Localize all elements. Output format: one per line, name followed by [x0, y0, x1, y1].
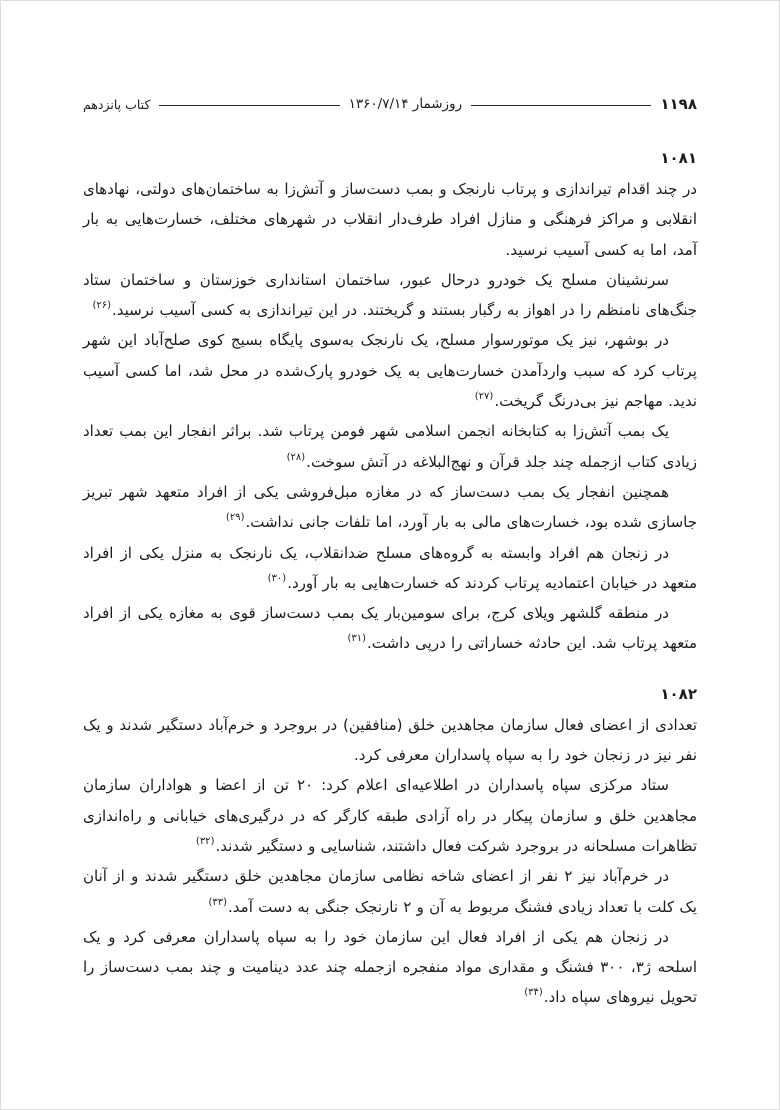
footnote-ref: (۳۲) [195, 835, 215, 847]
running-title: روزشمار ۱۳۶۰/۷/۱۴ [348, 96, 463, 112]
entry-number: ۱۰۸۱ [660, 149, 697, 167]
footnote-ref: (۳۴) [524, 987, 543, 999]
paragraph [83, 416, 697, 477]
footnote-ref: (۳۰) [267, 572, 287, 584]
paragraph-text: ستاد مرکزی سپاه پاسداران در اطلاعیه‌ای اعلام کرد: ۲۰ تن از اعضا و هواداران سازمان مجاهدین خلق و سازمان پیکار در راه آزادی طبقه کارگر که در درگیری‌های خیابانی و راه‌اندازی تظاهرات مسلحانه در بروجرد شرکت فعال داشتند، شناسایی و دستگیر شدند. [83, 776, 697, 855]
paragraph-text: یک بمب آتش‌زا به کتابخانه انجمن اسلامی شهر فومن پرتاب شد. براثر انفجار این بمب تعداد زیادی کتاب ازجمله چند جلد قرآن و نهج‌البلاغه در آتش سوخت. [83, 422, 697, 471]
paragraph-text: همچنین انفجار یک بمب دست‌ساز که در مغازه مبل‌فروشی یکی از افراد متعهد شهر تبریز جاسازی شده بود، خسارت‌های مالی به بار آورد، اما تلفات جانی نداشت. [83, 482, 697, 532]
paragraph [83, 174, 697, 265]
paragraph-text: در زنجان هم یکی از افراد فعال این سازمان خود را به سپاه پاسداران معرفی کرد و یک اسلحه ژ۳، ۳۰۰ فشنگ و مقداری مواد منفجره ازجمله چند عدد دینامیت و چند بمب دست‌ساز را تحویل نیروهای سپاه داد. [83, 927, 697, 1007]
paragraph [83, 861, 697, 922]
header-rule-left [159, 105, 339, 106]
paragraph [83, 477, 697, 538]
paragraph [83, 325, 697, 416]
footnote-ref: (۳۳) [208, 896, 228, 908]
entry-number: ۱۰۸۲ [660, 684, 697, 703]
footnote-ref: (۲۸) [286, 451, 306, 463]
paragraph [83, 538, 697, 599]
paragraph-text: در بوشهر، نیز یک موتورسوار مسلح، یک نارنجک به‌سوی پایگاه بسیج کوی صلح‌آباد این شهر پرتاب کرد که سبب واردآمدن خسارت‌هایی به یک خودرو پارک‌شده در محل شد، اما کسی آسیب ندید. مهاجم نیز بی‌درنگ گریخت. [83, 331, 697, 411]
entry-1081 [83, 149, 697, 659]
paragraph [83, 598, 697, 659]
paragraph-text: در زنجان هم افراد وابسته به گروه‌های مسلح ضدانقلاب، یک نارنجک به منزل یکی از افراد متعهد در خیابان اعتمادیه پرتاب کردند که خسارت‌هایی به بار آورد. [83, 543, 697, 592]
paragraph-text: در منطقه گلشهر ویلای کرج، برای سومین‌بار یک بمب دست‌ساز قوی به مغازه یکی از افراد متعهد پرتاب شد. این حادثه خساراتی را درپی داشت. [83, 604, 697, 653]
paragraph [83, 710, 697, 771]
paragraph [83, 922, 697, 1013]
paragraph-text: سرنشینان مسلح یک خودرو درحال عبور، ساختمان استانداری خوزستان و ساختمان ستاد جنگ‌های نامنظم را در اهواز به رگبار بستند و گریختند. در این تیراندازی به کسی آسیب نرسید. [83, 270, 697, 320]
book-title: کتاب پانزدهم [82, 96, 151, 112]
entry-1082 [83, 685, 697, 1013]
footnote-ref: (۲۷) [474, 391, 494, 403]
header-rule-right [471, 105, 651, 106]
page-content [83, 149, 697, 1013]
footnote-ref: (۲۶) [92, 300, 111, 312]
paragraph-text: در خرم‌آباد نیز ۲ نفر از اعضای شاخه نظامی سازمان مجاهدین خلق دستگیر شدند و از آنان یک کلت با تعداد زیادی فشنگ مربوط به آن و ۲ نارنجک جنگی به دست آمد. [83, 867, 697, 916]
footnote-ref: (۳۱) [347, 633, 366, 645]
page-number: ۱۱۹۸ [660, 95, 697, 113]
paragraph-text: تعدادی از اعضای فعال سازمان مجاهدین خلق (منافقین) در بروجرد و خرم‌آباد دستگیر شدند و یک نفر نیز در زنجان خود را به سپاه پاسداران معرفی کرد. [83, 715, 697, 765]
footnote-ref: (۲۹) [225, 512, 245, 524]
page-header [83, 93, 697, 115]
paragraph-text: در چند اقدام تیراندازی و پرتاب نارنجک و بمب دست‌ساز و آتش‌زا به ساختمان‌های دولتی، نهادهای انقلابی و مراکز فرهنگی و منازل افراد طرف‌دار انقلاب در شهرهای مختلف، خسارت‌هایی به بار آمد، اما به کسی آسیب نرسید. [83, 180, 697, 259]
paragraph [83, 770, 697, 861]
paragraph [83, 265, 697, 326]
